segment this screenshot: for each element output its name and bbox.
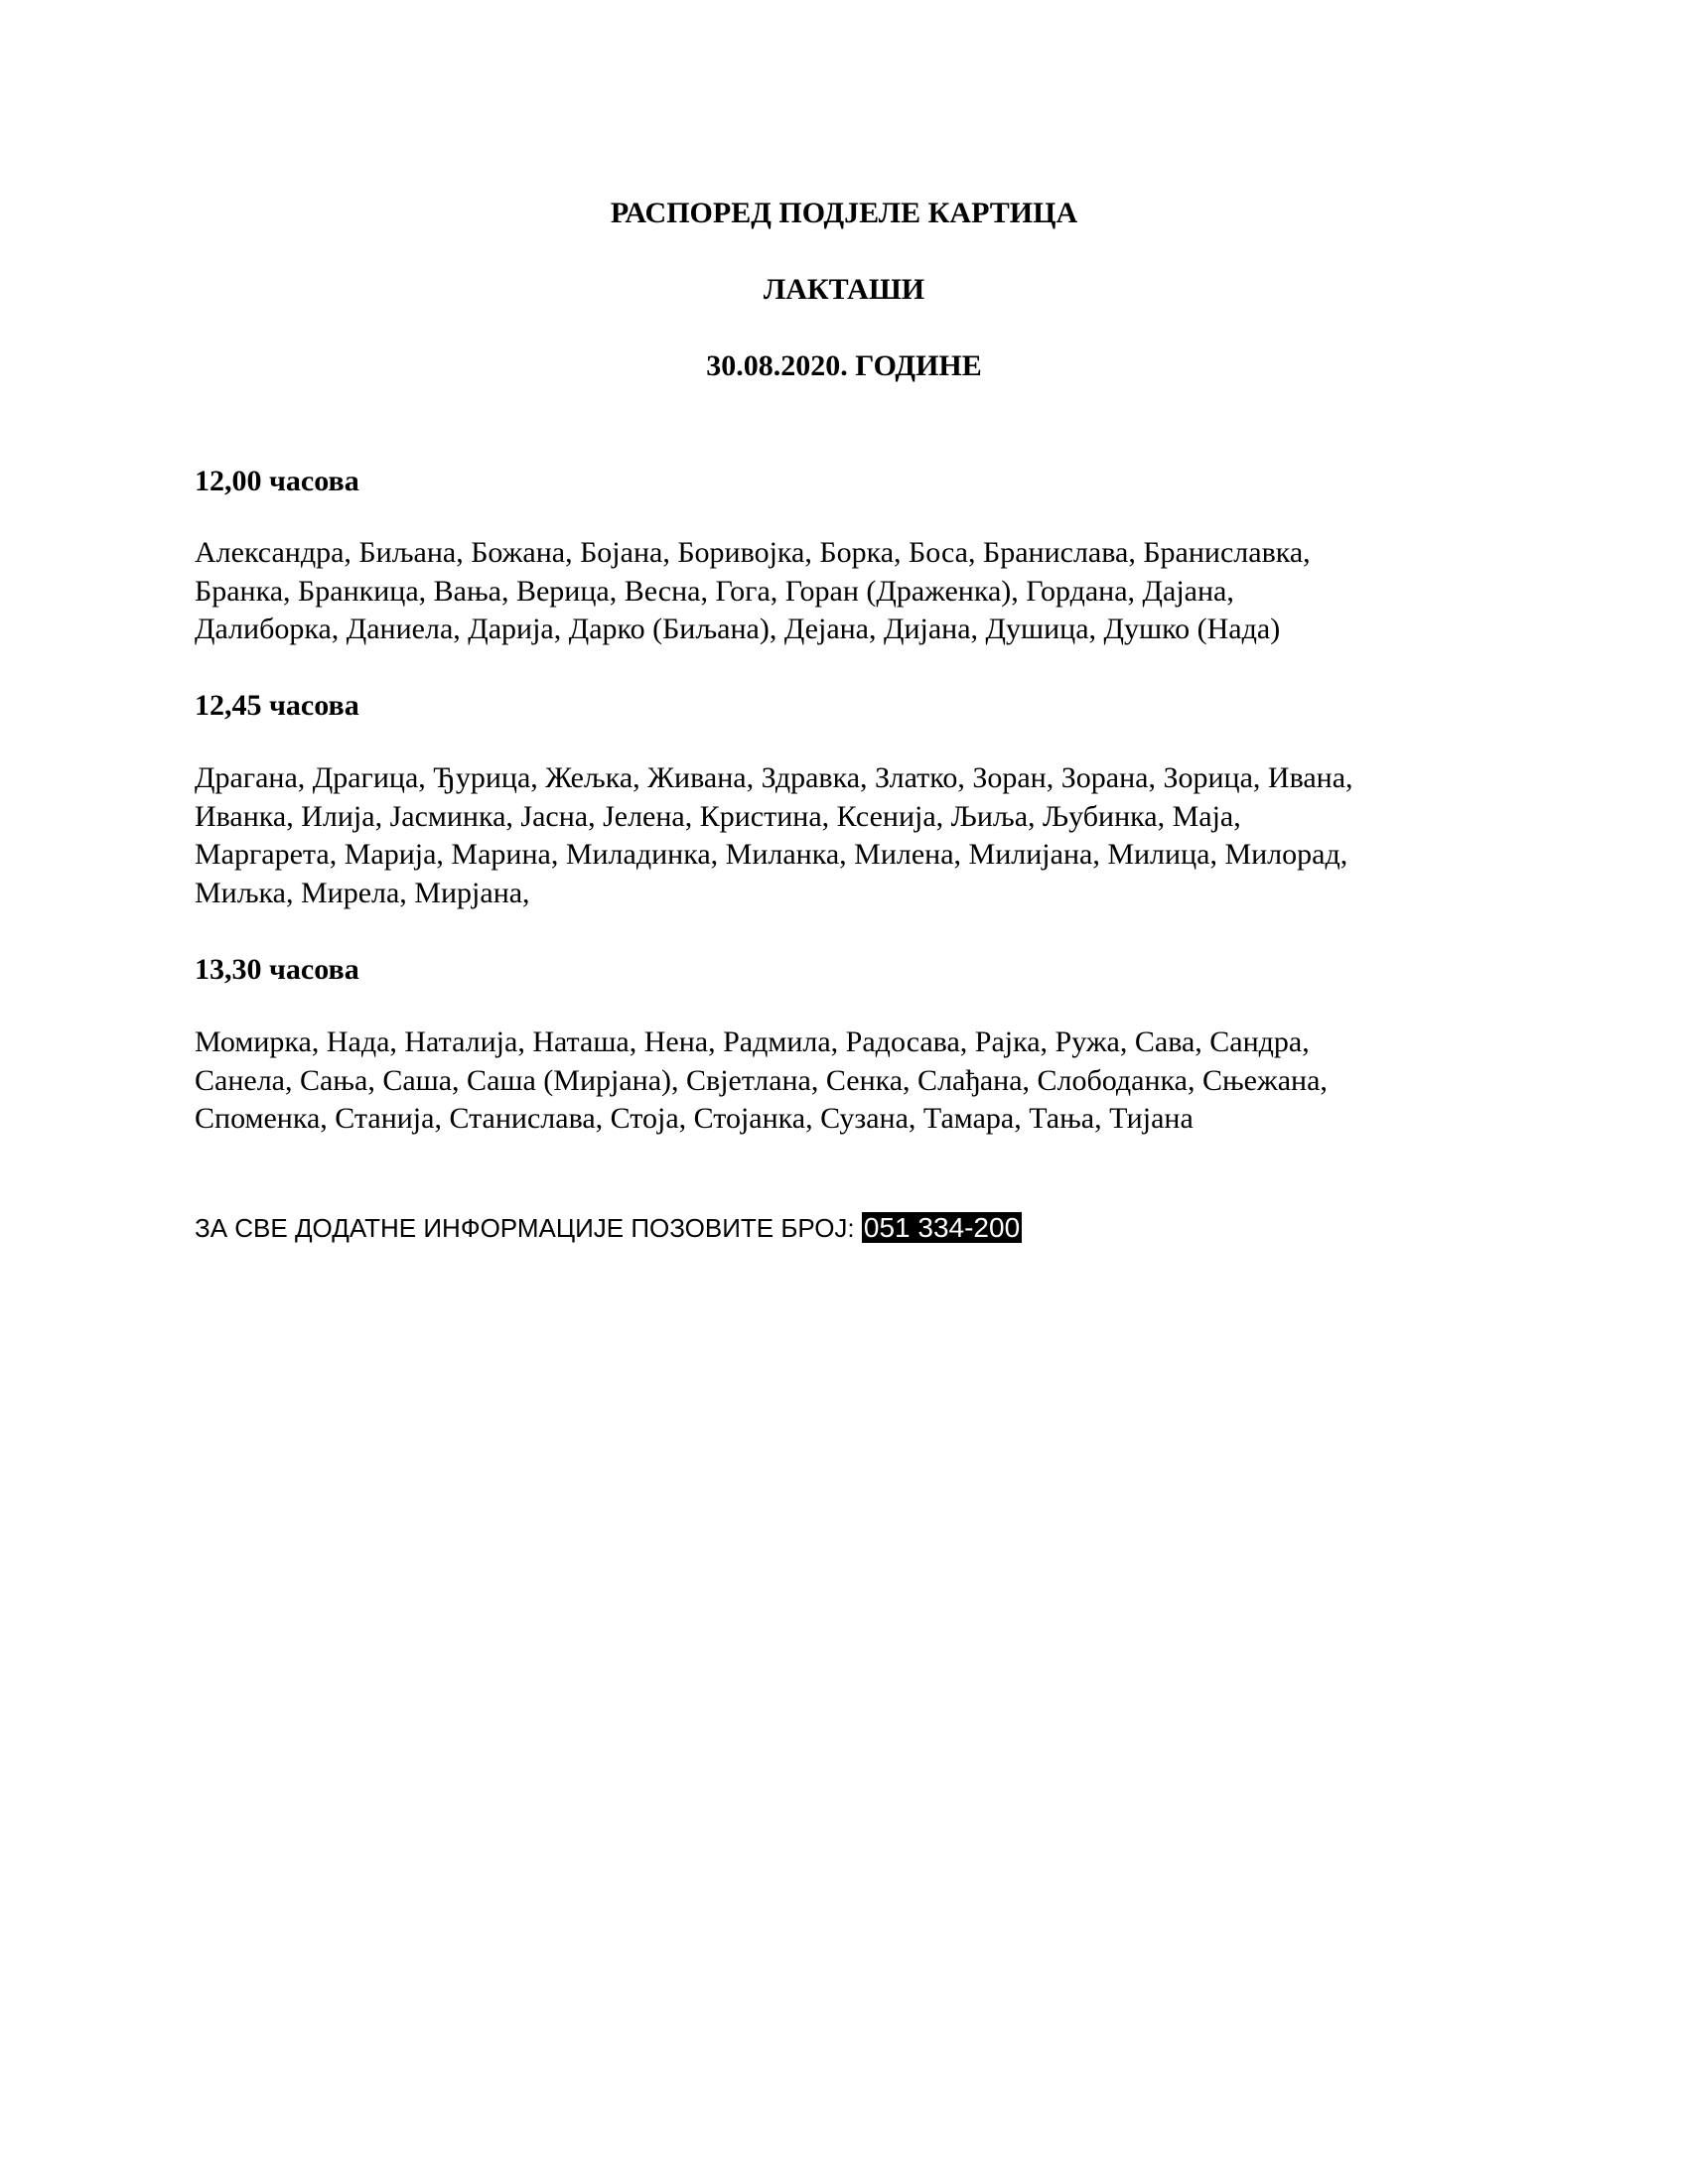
contact-info-text: ЗА СВЕ ДОДАТНЕ ИНФОРМАЦИЈЕ ПОЗОВИТЕ БРОЈ: (195, 1213, 855, 1243)
names-list (195, 759, 1505, 912)
contact-info (195, 1211, 1022, 1245)
names-list (195, 534, 1505, 649)
names-line: Бранка, Бранкица, Вања, Верица, Весна, Гога, Горан (Драженка), Гордана, Дајана, (195, 574, 1234, 608)
names-list (195, 1024, 1505, 1139)
phone-number: 051 334-200 (863, 1212, 1021, 1243)
names-line: Далиборка, Даниела, Дарија, Дарко (Биљана), Дејана, Дијана, Душица, Душко (Нада) (195, 613, 1281, 645)
names-line: Момирка, Нада, Наталија, Наташа, Нена, Радмила, Радосава, Рајка, Ружа, Сава, Сандра, (195, 1025, 1310, 1058)
names-line: Иванка, Илија, Јасминка, Јасна, Јелена, Кристина, Ксенија, Љиља, Љубинка, Маја, (195, 799, 1241, 833)
document-title: РАСПОРЕД ПОДЈЕЛЕ КАРТИЦА (610, 197, 1078, 229)
names-line: Споменка, Станија, Станислава, Стоја, Стојанка, Сузана, Тамара, Тања, Тијана (195, 1102, 1194, 1135)
names-line: Драгана, Драгица, Ђурица, Жељка, Живана, Здравка, Златко, Зоран, Зорана, Зорица, Ивана, (195, 761, 1353, 794)
names-line: Миљка, Мирела, Мирјана, (195, 876, 530, 909)
location-heading: ЛАКТАШИ (763, 273, 925, 306)
date-heading: 30.08.2020. ГОДИНЕ (706, 349, 982, 382)
names-line: Александра, Биљана, Божана, Бојана, Боривојка, Борка, Боса, Бранислава, Браниславка, (195, 536, 1311, 569)
time-slot-heading: 12,00 часова (195, 465, 359, 497)
time-slot-heading: 13,30 часова (195, 953, 359, 986)
names-line: Маргарета, Марија, Марина, Миладинка, Миланка, Милена, Милијана, Милица, Милорад, (195, 838, 1348, 871)
names-line: Санела, Сања, Саша, Саша (Мирјана), Свјетлана, Сенка, Слађана, Слободанка, Сњежана, (195, 1063, 1328, 1097)
time-slot-heading: 12,45 часова (195, 689, 359, 722)
